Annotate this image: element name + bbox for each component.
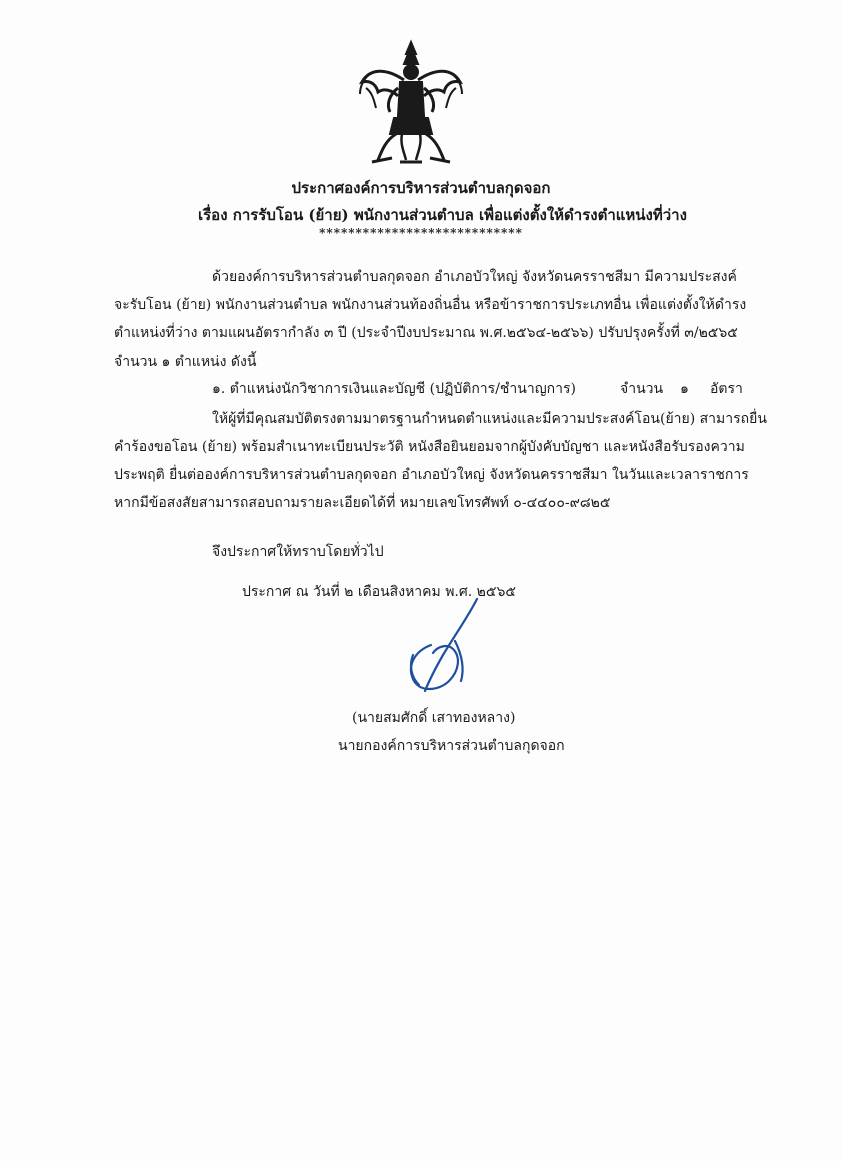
paragraph-1-line-3: ตำแหน่งที่ว่าง ตามแผนอัตรากำลัง ๓ ปี (ประจำปีงบประมาณ พ.ศ.๒๕๖๔-๒๕๖๖) ปรับปรุงครั้งที่ ๓/๒๕๖๕	[114, 325, 738, 341]
position-count-unit: อัตรา	[710, 381, 743, 397]
garuda-emblem-icon	[356, 38, 466, 168]
announcement-date: ประกาศ ณ วันที่ ๒ เดือนสิงหาคม พ.ศ. ๒๕๖๕	[242, 584, 516, 600]
paragraph-1-line-2: จะรับโอน (ย้าย) พนักงานส่วนตำบล พนักงานส่วนท้องถิ่นอื่น หรือข้าราชการประเภทอื่น เพื่อแต่งตั้งให้ดำรง	[114, 297, 747, 313]
document-title: ประกาศองค์การบริหารส่วนตำบลกุดจอก	[291, 179, 551, 197]
paragraph-2-line-3: ประพฤติ ยื่นต่อองค์การบริหารส่วนตำบลกุดจอก อำเภอบัวใหญ่ จังหวัดนครราชสีมา ในวันและเวลาราชการ	[114, 467, 749, 483]
signatory-position: นายกองค์การบริหารส่วนตำบลกุดจอก	[338, 738, 565, 754]
position-count-label: จำนวน	[620, 381, 664, 397]
closing-statement: จึงประกาศให้ทราบโดยทั่วไป	[212, 544, 384, 560]
paragraph-1-line-1: ด้วยองค์การบริหารส่วนตำบลกุดจอก อำเภอบัวใหญ่ จังหวัดนครราชสีมา มีความประสงค์	[212, 269, 737, 285]
paragraph-1-line-4: จำนวน ๑ ตำแหน่ง ดังนี้	[114, 354, 257, 370]
position-name: ๑. ตำแหน่งนักวิชาการเงินและบัญชี (ปฏิบัติการ/ชำนาญการ)	[212, 381, 576, 397]
handwritten-signature-icon	[395, 595, 505, 705]
signatory-name: (นายสมศักดิ์ เสาทองหลาง)	[352, 710, 516, 726]
paragraph-2-line-4: หากมีข้อสงสัยสามารถสอบถามรายละเอียดได้ที่ หมายเลขโทรศัพท์ ๐-๔๔๐๐-๙๘๒๕	[114, 495, 611, 511]
paragraph-2-line-2: คำร้องขอโอน (ย้าย) พร้อมสำเนาทะเบียนประวัติ หนังสือยินยอมจากผู้บังคับบัญชา และหนังสือรับรองความ	[114, 439, 745, 455]
position-count-value: ๑	[680, 381, 689, 397]
paragraph-2-line-1: ให้ผู้ที่มีคุณสมบัติตรงตามมาตรฐานกำหนดตำแหน่งและมีความประสงค์โอน(ย้าย) สามารถยื่น	[212, 411, 767, 427]
title-separator: ****************************	[319, 226, 523, 240]
document-subject: เรื่อง การรับโอน (ย้าย) พนักงานส่วนตำบล เพื่อแต่งตั้งให้ดำรงตำแหน่งที่ว่าง	[198, 206, 687, 224]
